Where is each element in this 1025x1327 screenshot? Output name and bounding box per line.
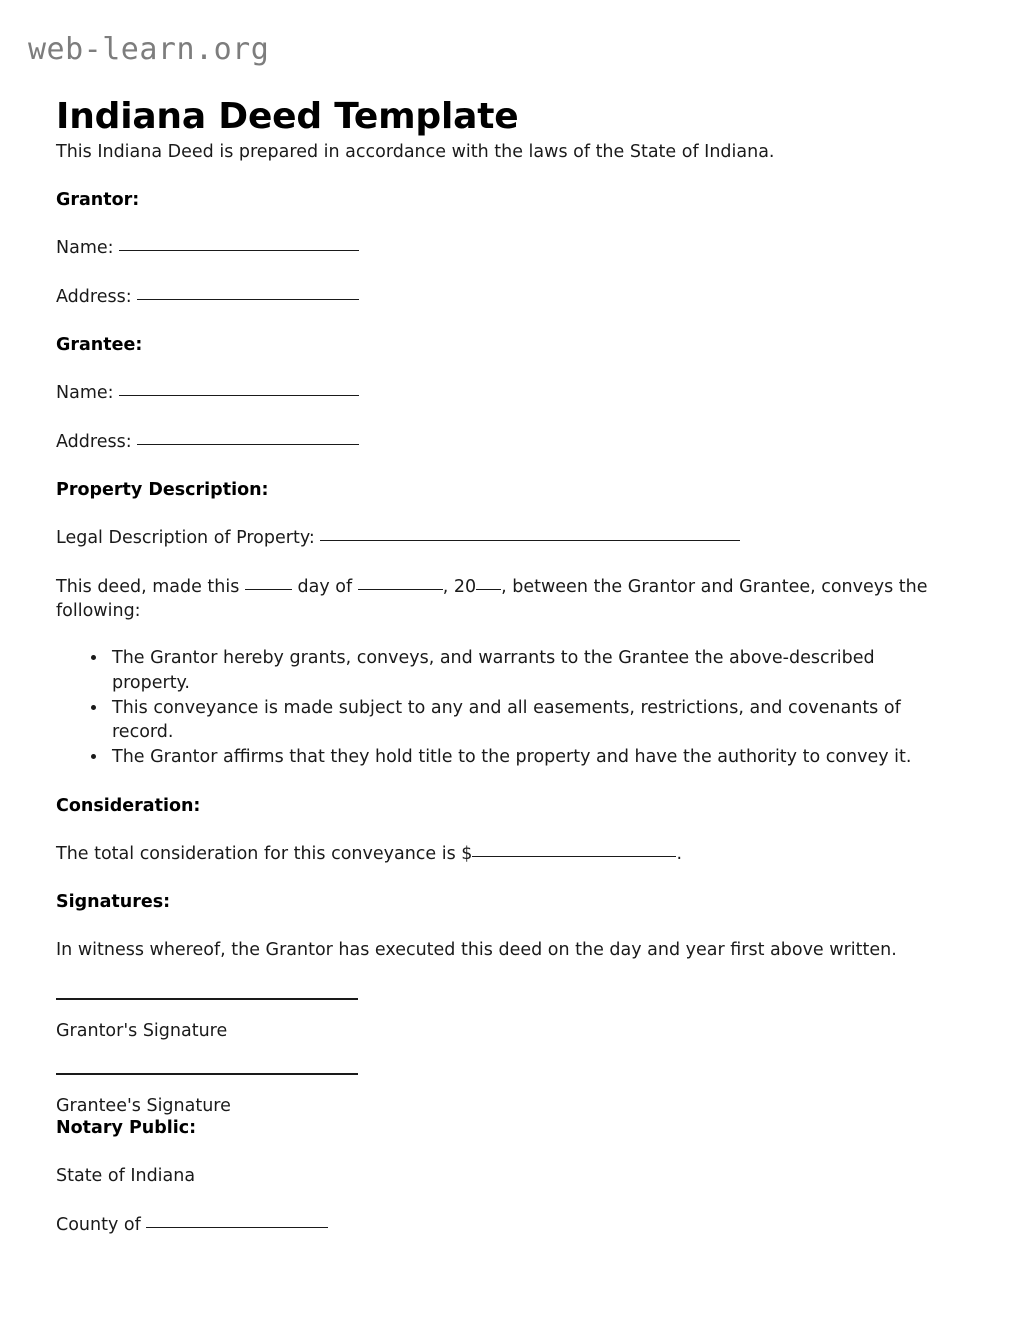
legal-description-label: Legal Description of Property: [56,527,315,548]
document-body [56,140,946,1262]
list-item: • This conveyance is made subject to any and all easements, restrictions, and covenants of record. [108,696,946,744]
list-item: • The Grantor hereby grants, conveys, and warrants to the Grantee the above-described property. [108,646,946,694]
grantee-name-field [56,381,946,405]
deed-clause-part3: , 20 [442,577,477,598]
consideration-suffix: . [676,843,683,864]
grantor-name-field [56,236,946,260]
deed-clause-paragraph [56,575,946,623]
deed-year-blank[interactable] [476,589,501,590]
deed-day-blank[interactable] [245,589,292,590]
legal-description-blank[interactable] [320,540,740,541]
page-title: Indiana Deed Template [56,96,519,138]
witness-paragraph: In witness whereof, the Grantor has executed this deed on the day and year first above written. [56,939,897,960]
consideration-prefix: The total consideration for this conveyance is $ [56,843,473,864]
grantor-name-label: Name: [56,237,114,258]
notary-county-field [56,1213,946,1237]
grantee-address-field [56,430,946,454]
deed-clause-part2: day of [297,577,353,598]
notary-county-blank[interactable] [146,1227,328,1228]
notary-county-label: County of [56,1215,141,1236]
grantee-name-blank[interactable] [119,395,359,396]
consideration-paragraph [56,842,946,866]
legal-description-field [56,526,946,550]
section-heading-consideration: Consideration: [56,796,201,817]
grantee-signature-label: Grantee's Signature [56,1095,231,1116]
grantee-signature-line[interactable] [56,1073,358,1075]
grantee-address-blank[interactable] [137,444,359,445]
section-heading-notary-public: Notary Public: [56,1118,197,1139]
notary-state-line: State of Indiana [56,1166,196,1187]
grantor-name-blank[interactable] [119,250,359,251]
grantor-address-field [56,285,946,309]
site-logo: web-learn.org [28,32,270,67]
section-heading-grantee: Grantee: [56,335,143,356]
section-heading-signatures: Signatures: [56,891,171,912]
grantee-name-label: Name: [56,382,114,403]
grantor-address-blank[interactable] [137,299,359,300]
deed-clause-part4: , between the Grantor and Grantee, conveys the following: [56,577,928,622]
deed-clause-part1: This deed, made this [56,577,240,598]
section-heading-property-description: Property Description: [56,480,269,501]
consideration-amount-blank[interactable] [472,856,676,857]
grantor-signature-label: Grantor's Signature [56,1020,228,1041]
grantor-signature-line[interactable] [56,998,358,1000]
list-item: • The Grantor affirms that they hold title to the property and have the authority to convey it. [108,745,946,769]
deed-provisions-list [56,646,946,769]
grantee-address-label: Address: [56,432,132,453]
intro-paragraph: This Indiana Deed is prepared in accordance with the laws of the State of Indiana. [56,142,775,162]
grantor-address-label: Address: [56,287,132,308]
section-heading-grantor: Grantor: [56,190,140,211]
deed-month-blank[interactable] [358,589,443,590]
